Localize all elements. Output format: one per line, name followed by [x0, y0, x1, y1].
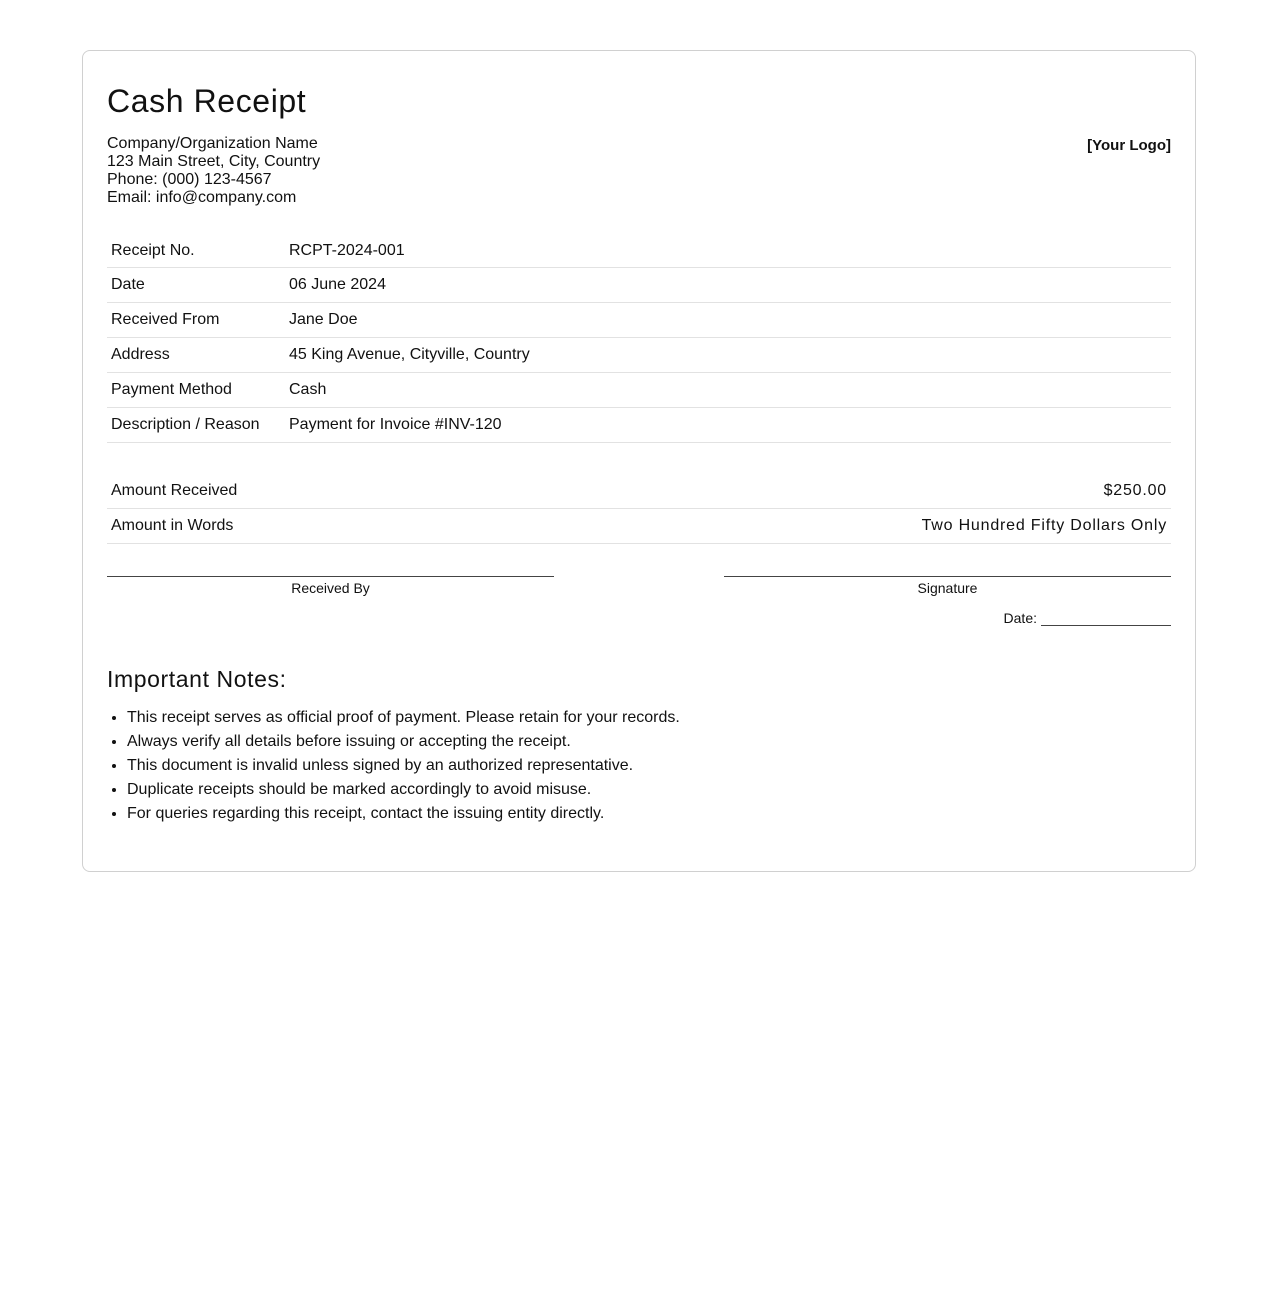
company-name: Company/Organization Name [107, 135, 318, 152]
detail-label-date: Date [107, 268, 285, 303]
company-phone: Phone: (000) 123-4567 [107, 171, 272, 188]
detail-value-address: 45 King Avenue, Cityville, Country [285, 338, 1171, 373]
table-row [107, 268, 1171, 303]
signature-line [724, 576, 1171, 577]
amount-words-label: Amount in Words [107, 509, 476, 544]
receipt-details-table [107, 235, 1171, 443]
amount-received-value: $250.00 [476, 474, 1171, 509]
list-item: • This document is invalid unless signed by an authorized representative. [127, 754, 1171, 778]
received-by-label: Received By [291, 580, 370, 596]
detail-label-description: Description / Reason [107, 408, 285, 443]
detail-label-receipt-no: Receipt No. [107, 235, 285, 268]
signature-date-row [107, 610, 1171, 626]
list-item: • Always verify all details before issuing or accepting the receipt. [127, 730, 1171, 754]
table-row [107, 235, 1171, 268]
signature-label: Signature [917, 580, 978, 596]
company-info [107, 135, 320, 207]
table-row [107, 474, 1171, 509]
list-item: • For queries regarding this receipt, contact the issuing entity directly. [127, 802, 1171, 826]
signature-block [724, 576, 1171, 596]
detail-value-date: 06 June 2024 [285, 268, 1171, 303]
signature-row [107, 576, 1171, 596]
notes-title: Important Notes: [107, 666, 287, 692]
page-title: Cash Receipt [107, 83, 307, 119]
amount-received-label: Amount Received [107, 474, 476, 509]
signature-date-label: Date: [1003, 610, 1037, 626]
company-email: Email: info@company.com [107, 189, 297, 206]
signature-date-line [1041, 611, 1171, 626]
detail-value-description: Payment for Invoice #INV-120 [285, 408, 1171, 443]
received-by-line [107, 576, 554, 577]
table-row [107, 303, 1171, 338]
detail-value-payment-method: Cash [285, 373, 1171, 408]
table-row [107, 408, 1171, 443]
company-address: 123 Main Street, City, Country [107, 153, 321, 170]
logo-placeholder: [Your Logo] [1087, 137, 1171, 154]
header-row [107, 135, 1171, 207]
list-item: • Duplicate receipts should be marked accordingly to avoid misuse. [127, 778, 1171, 802]
detail-label-address: Address [107, 338, 285, 373]
detail-value-receipt-no: RCPT-2024-001 [285, 235, 1171, 268]
detail-value-received-from: Jane Doe [285, 303, 1171, 338]
table-row [107, 509, 1171, 544]
table-row [107, 338, 1171, 373]
notes-list [107, 706, 1171, 826]
detail-label-received-from: Received From [107, 303, 285, 338]
received-by-block [107, 576, 554, 596]
amount-words-value: Two Hundred Fifty Dollars Only [476, 509, 1171, 544]
detail-label-payment-method: Payment Method [107, 373, 285, 408]
list-item: • This receipt serves as official proof of payment. Please retain for your records. [127, 706, 1171, 730]
amounts-table [107, 474, 1171, 544]
table-row [107, 373, 1171, 408]
receipt-card [82, 50, 1196, 872]
